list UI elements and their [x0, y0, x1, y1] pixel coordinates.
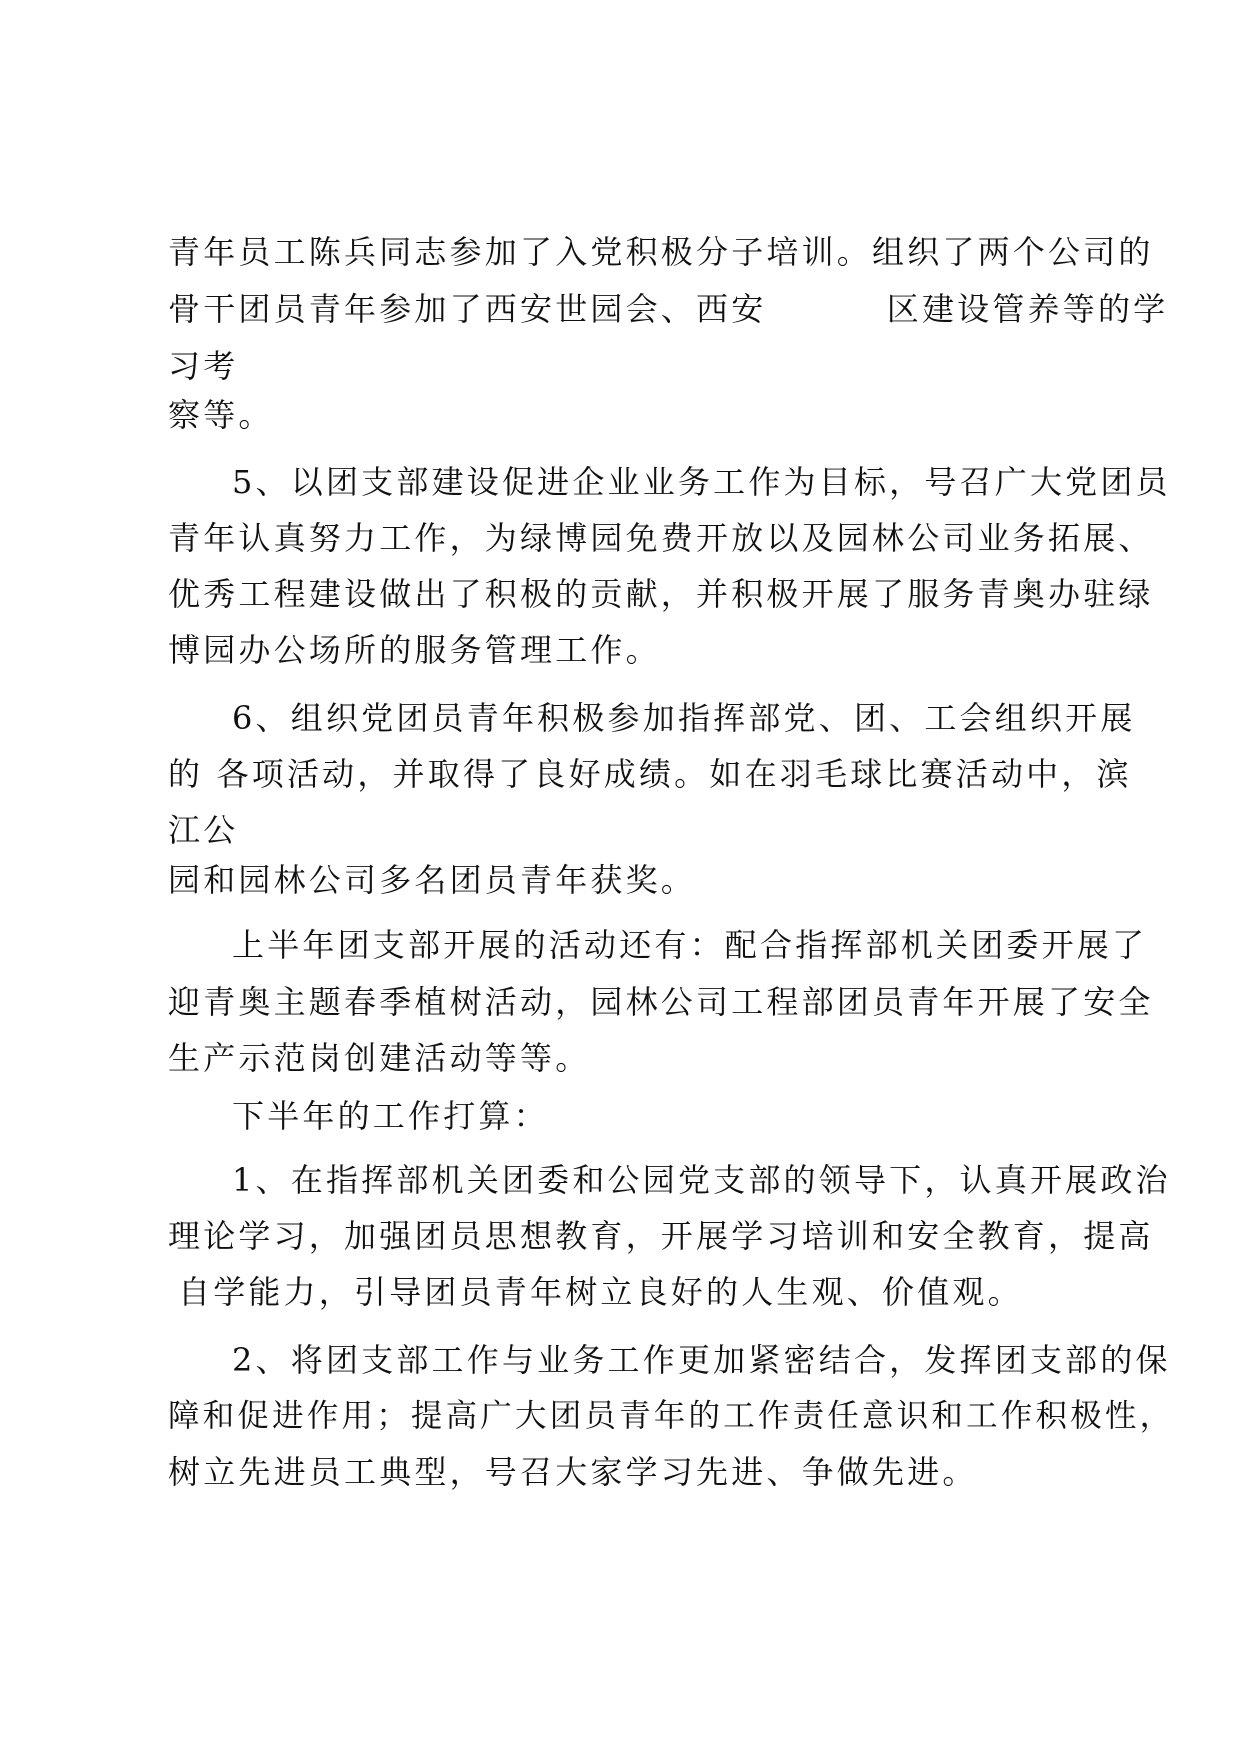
- text-line: 园和园林公司多名团员青年获奖。: [168, 861, 697, 899]
- text-line: 江公: [168, 811, 239, 849]
- text-line: 障和促进作用；提高广大团员青年的工作责任意识和工作积极性，: [168, 1398, 1175, 1434]
- text-line: 上半年团支部开展的活动还有：配合指挥部机关团委开展了: [232, 926, 1148, 964]
- text-line: 优秀工程建设做出了积极的贡献，并积极开展了服务青奥办驻绿: [168, 575, 1154, 613]
- text-line: 理论学习，加强团员思想教育，开展学习培训和安全教育，提高: [168, 1217, 1154, 1255]
- text-line: 1、在指挥部机关团委和公园党支部的领导下，认真开展政治: [232, 1161, 1171, 1199]
- text-line: 自学能力，引导团员青年树立良好的人生观、价值观。: [178, 1273, 1023, 1311]
- text-line: 5、以团支部建设促进企业业务工作为目标，号召广大党团员: [232, 463, 1171, 501]
- text-line: 下半年的工作打算：: [232, 1097, 549, 1135]
- text-line: 骨干团员青年参加了西安世园会、西安 区建设管养等的学: [168, 290, 1169, 328]
- text-line: 青年员工陈兵同志参加了入党积极分子培训。组织了两个公司的: [168, 233, 1154, 271]
- text-line: 青年认真努力工作，为绿博园免费开放以及园林公司业务拓展、: [168, 519, 1154, 557]
- text-line: 2、将团支部工作与业务工作更加紧密结合，发挥团支部的保: [232, 1341, 1171, 1379]
- text-line: 迎青奥主题春季植树活动，园林公司工程部团员青年开展了安全: [168, 983, 1154, 1021]
- text-line: 6、组织党团员青年积极参加指挥部党、团、工会组织开展: [232, 699, 1136, 737]
- text-line: 的 各项活动，并取得了良好成绩。如在羽毛球比赛活动中，滨: [168, 755, 1132, 793]
- text-line: 生产示范岗创建活动等等。: [168, 1039, 591, 1077]
- text-line: 博园办公场所的服务管理工作。: [168, 631, 661, 669]
- text-line: 习考: [168, 347, 239, 385]
- text-line: 察等。: [168, 396, 274, 434]
- text-line: 树立先进员工典型，号召大家学习先进、争做先进。: [168, 1453, 978, 1491]
